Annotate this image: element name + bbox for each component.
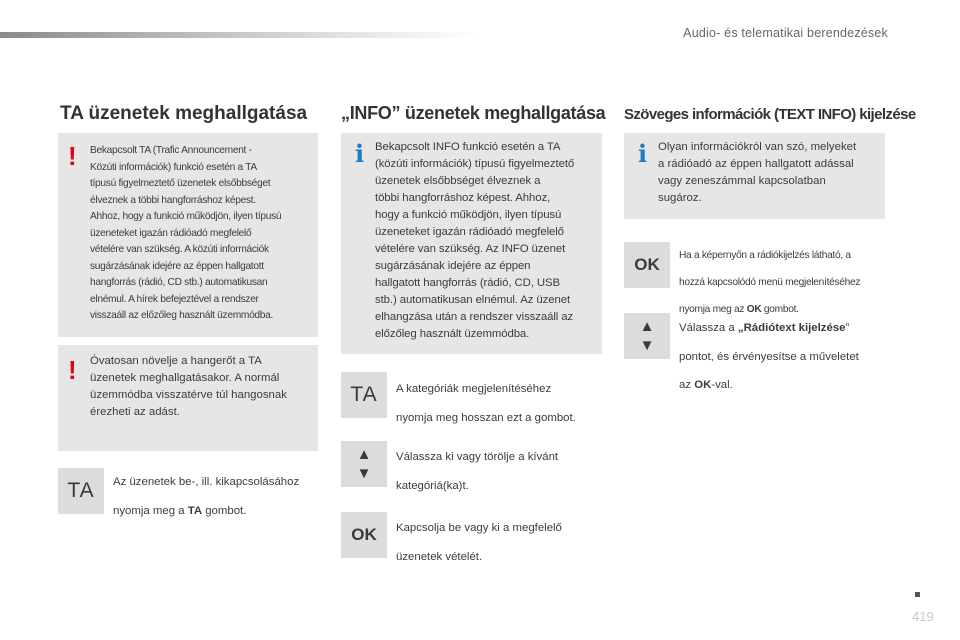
step-ta-toggle: Az üzenetek be-, ill. kikapcsolásához nyomja meg a TA gombot. — [113, 476, 300, 517]
warning-text-volume: Óvatosan növelje a hangerőt a TA üzenetek meghallgatásakor. A normál üzemmódba visszatérve túl hangosnak érezheti az adást. — [90, 355, 287, 418]
chapter-title: Audio- és telematikai berendezések — [683, 26, 888, 40]
step-select-category: Válassza ki vagy törölje a kívánt kategóriá(ka)t. — [396, 451, 559, 492]
info-icon: i — [638, 139, 648, 168]
header-gradient-bar — [0, 32, 480, 38]
warning-box-volume — [58, 345, 318, 451]
ok-key-icon: OK — [341, 512, 387, 558]
section-title-text-info: Szöveges információk (TEXT INFO) kijelzése — [624, 106, 916, 123]
arrow-down-icon: ▼ — [639, 337, 655, 354]
info-text-text-info: Olyan információkról van szó, melyeket a rádióadó az éppen hallgatott adással vagy zeneszámmal kapcsolatban sugároz. — [658, 141, 857, 204]
arrow-up-icon: ▲ — [356, 446, 372, 463]
arrow-down-icon: ▼ — [356, 465, 372, 482]
warning-text-ta: Bekapcsolt TA (Trafic Announcement - Közúti információk) funkció esetén a TA típusú figyelmeztető üzenetek elsőbbséget élveznek a többi hangforráshoz képest. Ahhoz, hogy a funkció működjön, ilyen típusú üzeneteket igazán rádióadó megfelelő vételére van szükség. A közúti információk sugárzásának idejére az éppen hallgatott hangforrás (rádió, CD stb.) automatikusan elnémul. A hírek befejeztével a rendszer visszaáll az előzőleg használt üzemmódba. — [90, 145, 282, 321]
page-number: 419 — [912, 609, 934, 624]
warning-icon: ! — [68, 141, 77, 171]
footer-dot — [915, 592, 920, 597]
step-toggle-messages: Kapcsolja be vagy ki a megfelelő üzenetek vételét. — [396, 522, 562, 563]
info-box-text-info — [624, 133, 885, 219]
up-down-arrows-icon — [624, 313, 670, 359]
info-text-info: Bekapcsolt INFO funkció esetén a TA (közúti információk) típusú figyelmeztető üzenetek elsőbbséget élveznek a többi hangforráshoz képest. Ahhoz, hogy a funkció működjön, ilyen típusú üzeneteket igazán rádióadó megfelelő vételére van szükség. Az INFO üzenet sugárzásának idejére az éppen hallgatott hangforrás (rádió, CD, USB stb.) automatikusan elnémul. Az üzenet elhangzása után a rendszer visszaáll az előzőleg használt üzemmódba. — [375, 141, 575, 340]
step-select-radiotext: Válassza a „Rádiótext kijelzése” pontot, és érvényesítse a műveletet az OK-val. — [679, 322, 859, 392]
info-box-info — [341, 133, 602, 354]
ok-key-icon: OK — [624, 242, 670, 288]
step-categories: A kategóriák megjelenítéséhez nyomja meg hosszan ezt a gombot. — [396, 383, 576, 424]
up-down-arrows-icon — [341, 441, 387, 487]
warning-box-ta — [58, 133, 318, 337]
section-title-info: „INFO” üzenetek meghallgatása — [341, 103, 606, 123]
warning-icon: ! — [68, 355, 77, 385]
step-open-menu: Ha a képernyőn a rádiókijelzés látható, a hozzá kapcsolódó menü megjelenítéséhez nyomja meg az OK gombot. — [679, 250, 861, 315]
arrow-up-icon: ▲ — [639, 318, 655, 335]
info-icon: i — [355, 139, 365, 168]
ta-key-icon: TA — [341, 372, 387, 418]
ta-key-icon: TA — [58, 468, 104, 514]
section-title-ta: TA üzenetek meghallgatása — [60, 103, 308, 124]
